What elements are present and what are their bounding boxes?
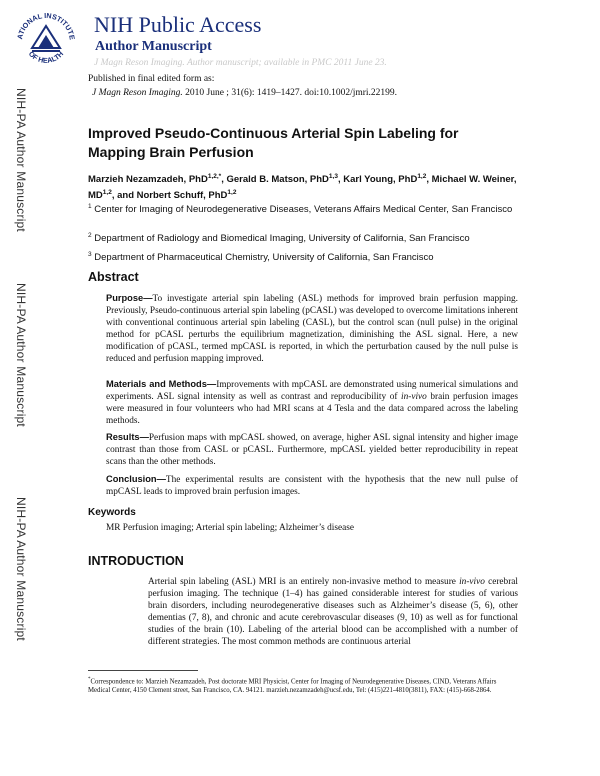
abstract-results: [106, 431, 518, 468]
author-list: Marzieh Nezamzadeh, PhD$^{1,2,*}$, Gerald B. Matson, PhD$^{1,3}$, Karl Young, PhD$^{1,2}$, Michael W. Weiner, MD$^{1,2}$, and Norbert Schuff, PhD$^{1,2}$: [88, 173, 517, 202]
author-sup: 1,2: [227, 189, 237, 197]
conclusion-label: Conclusion—: [106, 474, 166, 484]
footnote: [88, 675, 518, 695]
affiliation: [88, 248, 518, 264]
side-stamp: NIH-PA Author Manuscript: [14, 88, 28, 232]
author-sup: 1,2: [102, 189, 112, 197]
author-sup: 1,2: [417, 173, 427, 180]
author-name: Gerald B. Matson, PhD: [226, 174, 329, 186]
footnote-rule: [88, 670, 198, 671]
author-sup: 1,2,*: [207, 173, 222, 180]
purpose-label: Purpose—: [106, 293, 153, 303]
affiliation-text: Department of Pharmaceutical Chemistry, University of California, San Francisco: [94, 252, 434, 264]
author-sup: 1,3: [328, 173, 338, 180]
methods-italic: in-vivo: [401, 392, 427, 402]
affiliation-mark: 1: [88, 203, 92, 210]
author-name: Norbert Schuff, PhD: [136, 190, 228, 202]
keywords-heading: Keywords: [88, 507, 136, 518]
side-stamp: NIH-PA Author Manuscript: [14, 283, 28, 427]
intro-text-cont: cerebral perfusion imaging. The technique (1–4) has gained considerable interest for studies of various brain disorders, including neurodegenerative diseases such as Alzheimer’s disease (5, 6), other dementias (7, 8), and chronic and acute cerebrovascular diseases (9, 10) as well as for functional studies of the brain (10). Labeling of the arterial blood can be accomplished with a number of different strategies. The most common methods are continuous arterial: [148, 577, 518, 647]
footnote-text: Correspondence to: Marzieh Nezamzadeh, Post doctorate MRI Physicist, Center for Imaging of Neurodegenerative Diseases, CIND, Veterans Affairs Medical Center, 4150 Clement street, San Francisco, CA. 94121. marzieh.nezamzadeh@ucsf.edu, Tel: (415)221-4810(3811), FAX: (415)-668-2864.: [88, 678, 497, 695]
citation-details: 2010 June ; 31(6): 1419–1427. doi:10.1002/jmri.22199.: [182, 88, 398, 98]
svg-text:NATIONAL INSTITUTES: [10, 4, 77, 41]
affiliation: [88, 200, 518, 216]
side-stamp: NIH-PA Author Manuscript: [14, 497, 28, 641]
source-line: J Magn Reson Imaging. Author manuscript; available in PMC 2011 June 23.: [94, 58, 387, 68]
introduction-paragraph: [148, 576, 518, 648]
intro-italic: in-vivo: [459, 577, 485, 587]
abstract-purpose: [106, 292, 518, 365]
intro-text: Arterial spin labeling (ASL) MRI is an entirely non-invasive method to measure: [148, 577, 460, 587]
keywords-text: MR Perfusion imaging; Arterial spin labeling; Alzheimer’s disease: [106, 523, 354, 533]
purpose-text: To investigate arterial spin labeling (ASL) methods for improved brain perfusion mapping. Previously, Pseudo-continuous arterial spin labeling (pCASL) was developed to overcome limitations inherent with conventional continuous arterial spin labeling (CASL), but the control scan (null pulse) in the original method for pCASL perturbs the equilibrium magnetization, diminishing the ASL signal. Here, a new modification of pCASL, termed mpCASL is reported, in which the perturbation caused by the null pulse is reduced and perfusion mapping improved.: [106, 294, 518, 364]
abstract-conclusion: [106, 473, 518, 498]
methods-text: Improvements with mpCASL are demonstrated using numerical simulations and experiments. ASL signal intensity as well as contrast and reproducibility of: [106, 380, 519, 402]
conclusion-text: The experimental results are consistent with the hypothesis that the new null pulse of mpCASL leads to improved brain perfusion images.: [106, 475, 518, 497]
results-label: Results—: [106, 432, 149, 442]
nih-logo: [10, 4, 82, 76]
author-name: Karl Young, PhD: [343, 174, 418, 186]
footnote-mark: *: [88, 677, 91, 682]
methods-text-cont: brain perfusion images were measured in four volunteers who had MRI scans at 4 Tesla and the data compared across the labeling methods.: [106, 392, 518, 426]
logo-text-top: ATIONAL INSTITUTE: [15, 10, 77, 41]
abstract-methods: [106, 378, 518, 427]
introduction-heading: INTRODUCTION: [88, 554, 184, 568]
affiliation-text: Department of Radiology and Biomedical Imaging, University of California, San Francisco: [94, 233, 470, 245]
logo-text-bottom: OF HEALTH: [26, 49, 66, 65]
abstract-heading: Abstract: [88, 270, 139, 284]
author-manuscript-subtitle: Author Manuscript: [95, 39, 212, 54]
affiliation: [88, 229, 518, 245]
author-name: Michael W. Weiner, MD: [88, 174, 517, 202]
affiliation-mark: 2: [88, 232, 92, 239]
article-title: Improved Pseudo-Continuous Arterial Spin Labeling for Mapping Brain Perfusion: [88, 125, 459, 160]
author-name: Marzieh Nezamzadeh, PhD: [88, 174, 208, 186]
affiliation-text: Center for Imaging of Neurodegenerative Diseases, Veterans Affairs Medical Center, San Francisco: [94, 204, 513, 216]
nih-public-access-title: NIH Public Access: [94, 12, 262, 37]
results-text: Perfusion maps with mpCASL showed, on average, higher ASL signal intensity and higher image contrast than those from CASL or pCASL. Furthermore, mpCASL yielded better reproducibility in repeat scans than the other methods.: [106, 433, 518, 467]
citation: [92, 88, 397, 98]
citation-journal: J Magn Reson Imaging.: [92, 88, 183, 98]
methods-label: Materials and Methods—: [106, 379, 217, 389]
published-label: Published in final edited form as:: [88, 74, 215, 84]
affiliation-mark: 3: [88, 251, 92, 258]
